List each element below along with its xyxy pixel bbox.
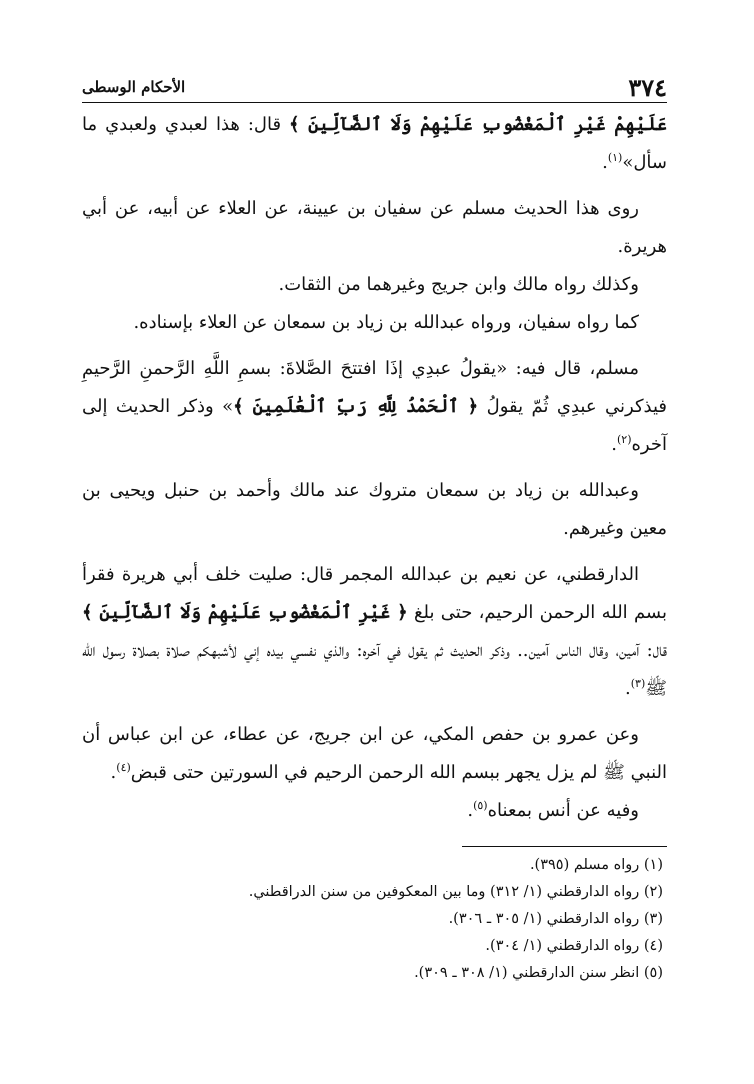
footnote-ref: (٤): [116, 761, 131, 774]
footnote-ref: (٥): [473, 799, 488, 812]
running-title: الأحكام الوسطى: [82, 78, 186, 96]
footnote-5: (٥) انظر سنن الدارقطني (١/ ٣٠٨ ـ ٣٠٩).: [414, 965, 663, 981]
paragraph-4: كما رواه سفيان، ورواه عبدالله بن زياد بن سمعان عن العلاء بإسناده.: [133, 312, 639, 333]
quran-verse: ﴿ غَيْرِ ٱلْمَغْضُوبِ عَلَيْهِمْ وَلَا ٱلضَّآلِّينَ ﴾: [82, 602, 408, 623]
footnote-2: (٢) رواه الدارقطني (١/ ٣١٢) وما بين المعكوفين من سنن الدراقطني.: [248, 884, 663, 900]
page-number: ٣٧٤: [628, 72, 667, 102]
paragraph-8: وعن عمرو بن حفص المكي، عن ابن جريج، عن عطاء، عن ابن عباس أن النبي ﷺ لم يزل يجهر ببسم الله الرحمن الرحيم في السورتين حتى قبض$^{(٤)}$.: [82, 724, 667, 783]
footnote-ref: (٣): [630, 677, 646, 690]
paragraph-5: مسلم، قال فيه: «يقولُ عبدِي إذَا افتتحَ الصَّلاةَ: بسمِ اللَّهِ الرَّحمنِ الرَّحيمِ فيذكرني عبدِي ثُمّ يقولُ ﴿ ٱلْحَمْدُ لِلَّهِ رَبِّ ٱلْعَٰلَمِينَ ﴾» وذكر الحديث إلى آخره$^{(٢)}$.: [82, 358, 667, 455]
footnote-3: (٣) رواه الدارقطني (١/ ٣٠٥ ـ ٣٠٦).: [448, 911, 663, 927]
paragraph-9: وفيه عن أنس بمعناه$^{(٥)}$.: [467, 799, 639, 821]
paragraph-3: وكذلك رواه مالك وابن جريج وغيرهما من الثقات.: [278, 274, 639, 295]
page-header: [82, 72, 667, 103]
footnote-1: (١) رواه مسلم (٣٩٥).: [529, 857, 663, 873]
quran-verse: عَلَيْهِمْ غَيْرِ ٱلْمَغْضُوبِ عَلَيْهِمْ وَلَا ٱلضَّآلِّينَ ﴾: [289, 114, 667, 135]
paragraph-2: روى هذا الحديث مسلم عن سفيان بن عيينة، عن العلاء عن أبيه، عن أبي هريرة.: [82, 198, 667, 257]
footnote-4: (٤) رواه الدارقطني (١/ ٣٠٤).: [485, 938, 663, 954]
quran-verse: ﴿ ٱلْحَمْدُ لِلَّهِ رَبِّ ٱلْعَٰلَمِينَ ﴾: [233, 396, 479, 417]
footnote-ref: (٢): [616, 433, 632, 446]
paragraph-1: عَلَيْهِمْ غَيْرِ ٱلْمَغْضُوبِ عَلَيْهِمْ وَلَا ٱلضَّآلِّينَ ﴾ قال: هذا لعبدي ولعبدي ما سأل»$^{(١)}$.: [82, 114, 667, 173]
footnotes: [82, 852, 667, 987]
main-text: [82, 106, 667, 830]
paragraph-7: الدارقطني، عن نعيم بن عبدالله المجمر قال: صليت خلف أبي هريرة فقرأ بسم الله الرحمن الرحيم، حتى بلغ ﴿ غَيْرِ ٱلْمَغْضُوبِ عَلَيْهِمْ وَلَا ٱلضَّآلِّينَ ﴾ قال: آمين، وقال الناس آمين.. وذكر الحديث ثم يقول في آخره: والذي نفسي بيده إني لأشبهكم صلاة بصلاة رسول الله ﷺ$^{(٣)}$.: [82, 564, 667, 699]
footnote-ref: (١): [607, 151, 623, 164]
footnote-separator: [462, 846, 667, 847]
paragraph-6: وعبدالله بن زياد بن سمعان متروك عند مالك وأحمد بن حنبل ويحيى بن معين وغيرهم.: [82, 480, 667, 539]
